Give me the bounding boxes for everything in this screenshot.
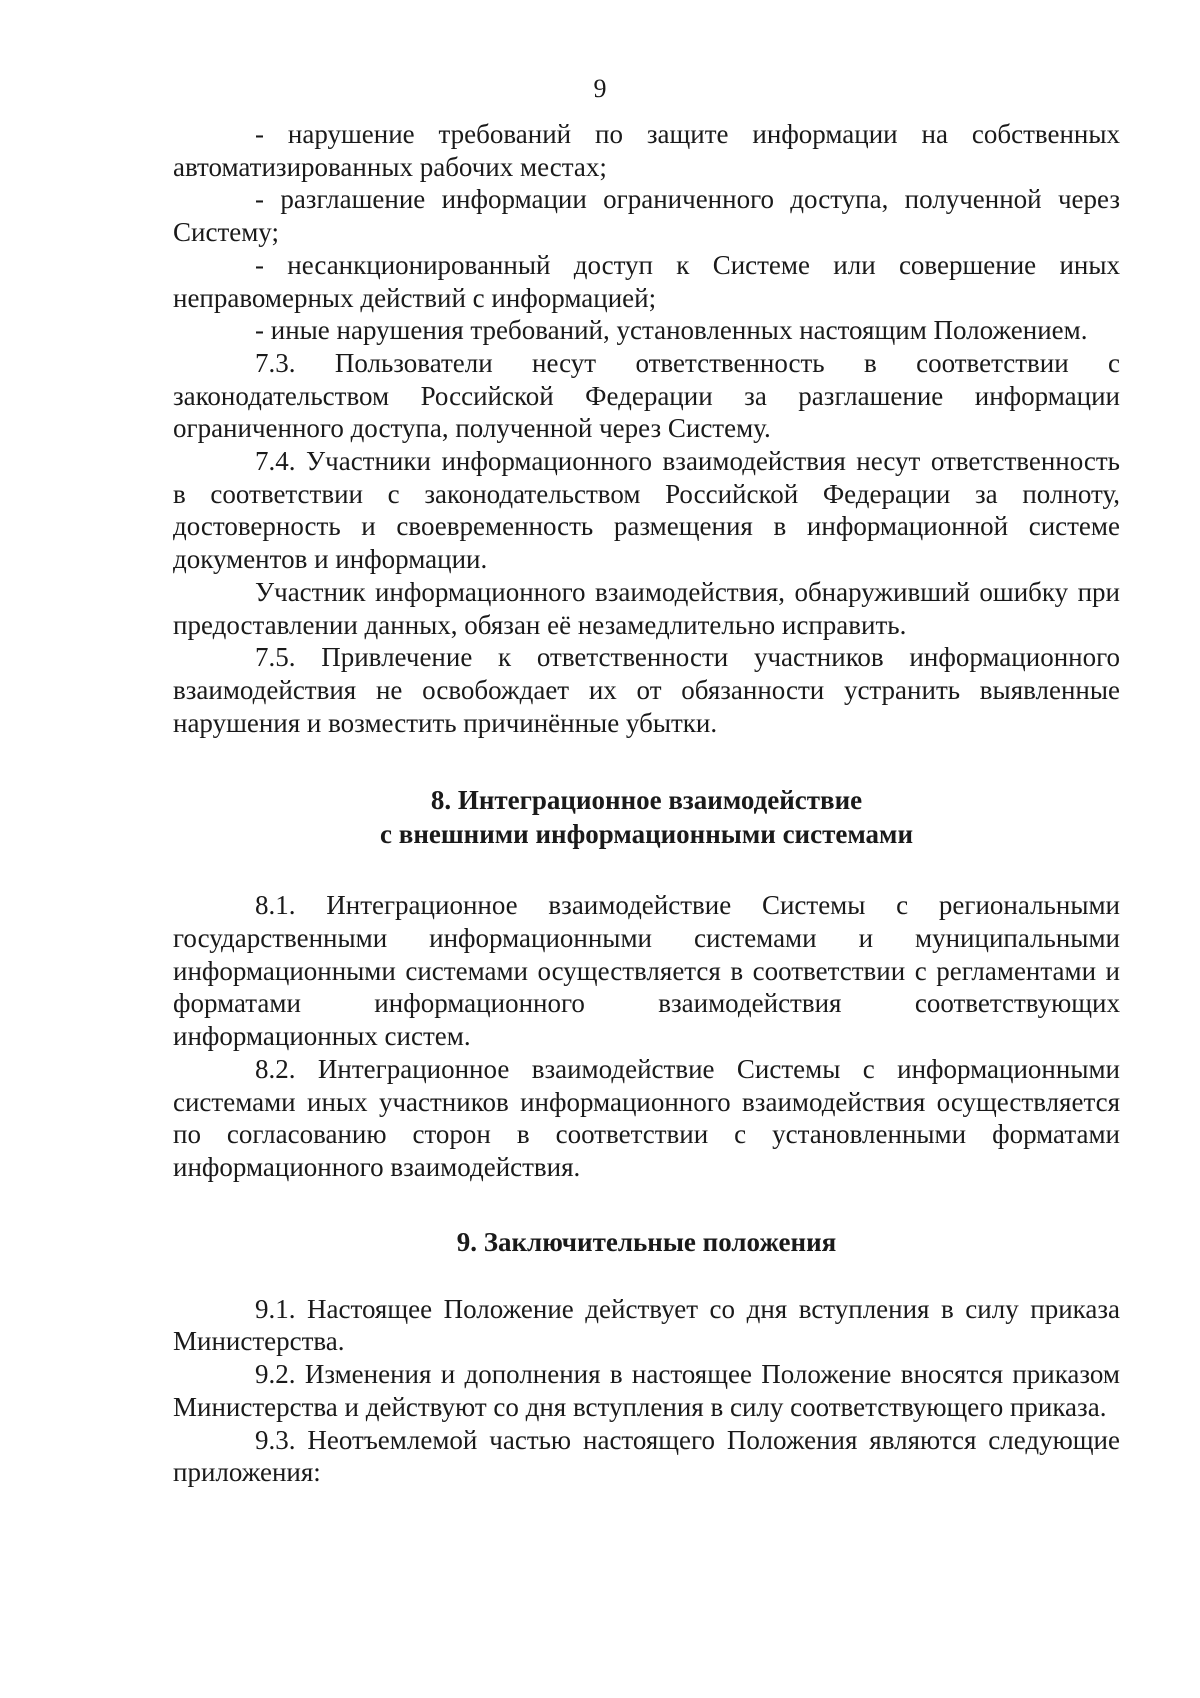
paragraph-9-3: 9.3. Неотъемлемой частью настоящего Положения являются следующие приложения: bbox=[173, 1424, 1120, 1488]
list-item-other-violations: - иные нарушения требований, установленных настоящим Положением. bbox=[255, 315, 1088, 346]
paragraph-7-5: 7.5. Привлечение к ответственности участников информационного взаимодействия не освобождает их от обязанности устранить выявленные нарушения и возместить причинённые убытки. bbox=[173, 642, 1120, 738]
list-item-protection-violation: - нарушение требований по защите информации на собственных автоматизированных рабочих местах; bbox=[173, 119, 1120, 182]
paragraph-9-1: 9.1. Настоящее Положение действует со дня вступления в силу приказа Министерства. bbox=[173, 1293, 1120, 1357]
spacer bbox=[173, 851, 1120, 889]
section-8-heading-line-2: с внешними информационными системами bbox=[380, 819, 913, 850]
paragraph-7-3: 7.3. Пользователи несут ответственность в соответствии с законодательством Российской Федерации за разглашение информации ограниченного доступа, полученной через Систему. bbox=[173, 347, 1120, 444]
paragraph-8-1: 8.1. Интеграционное взаимодействие Системы с региональными государственными информационными системами и муниципальными информационными системами осуществляется в соответствии с регламентами и форматами информационного взаимодействия соответствующих информационных систем. bbox=[173, 890, 1120, 1052]
spacer bbox=[173, 1184, 1120, 1225]
spacer bbox=[173, 739, 1120, 783]
paragraph-7-4-participant: Участник информационного взаимодействия, обнаруживший ошибку при предоставлении данных, обязан её незамедлительно исправить. bbox=[173, 576, 1120, 640]
spacer bbox=[173, 1259, 1120, 1293]
section-8-heading-line-1: 8. Интеграционное взаимодействие bbox=[430, 785, 863, 816]
section-9-heading: 9. Заключительные положения bbox=[456, 1226, 837, 1257]
paragraph-7-4: 7.4. Участники информационного взаимодействия несут ответственность в соответствии с законодательством Российской Федерации за полноту, достоверность и своевременность размещения в информационной системе документов и информации. bbox=[173, 446, 1120, 575]
page-number: 9 bbox=[593, 74, 607, 103]
list-item-disclosure: - разглашение информации ограниченного доступа, полученной через Систему; bbox=[173, 184, 1120, 248]
list-item-unauthorized-access: - несанкционированный доступ к Системе или совершение иных неправомерных действий с информацией; bbox=[173, 249, 1120, 313]
document-body bbox=[173, 118, 1120, 1489]
paragraph-8-2: 8.2. Интеграционное взаимодействие Системы с информационными системами иных участников информационного взаимодействия осуществляется по согласованию сторон в соответствии с установленными форматами информационного взаимодействия. bbox=[173, 1053, 1120, 1182]
paragraph-9-2: 9.2. Изменения и дополнения в настоящее Положение вносятся приказом Министерства и действуют со дня вступления в силу соответствующего приказа. bbox=[173, 1359, 1120, 1422]
